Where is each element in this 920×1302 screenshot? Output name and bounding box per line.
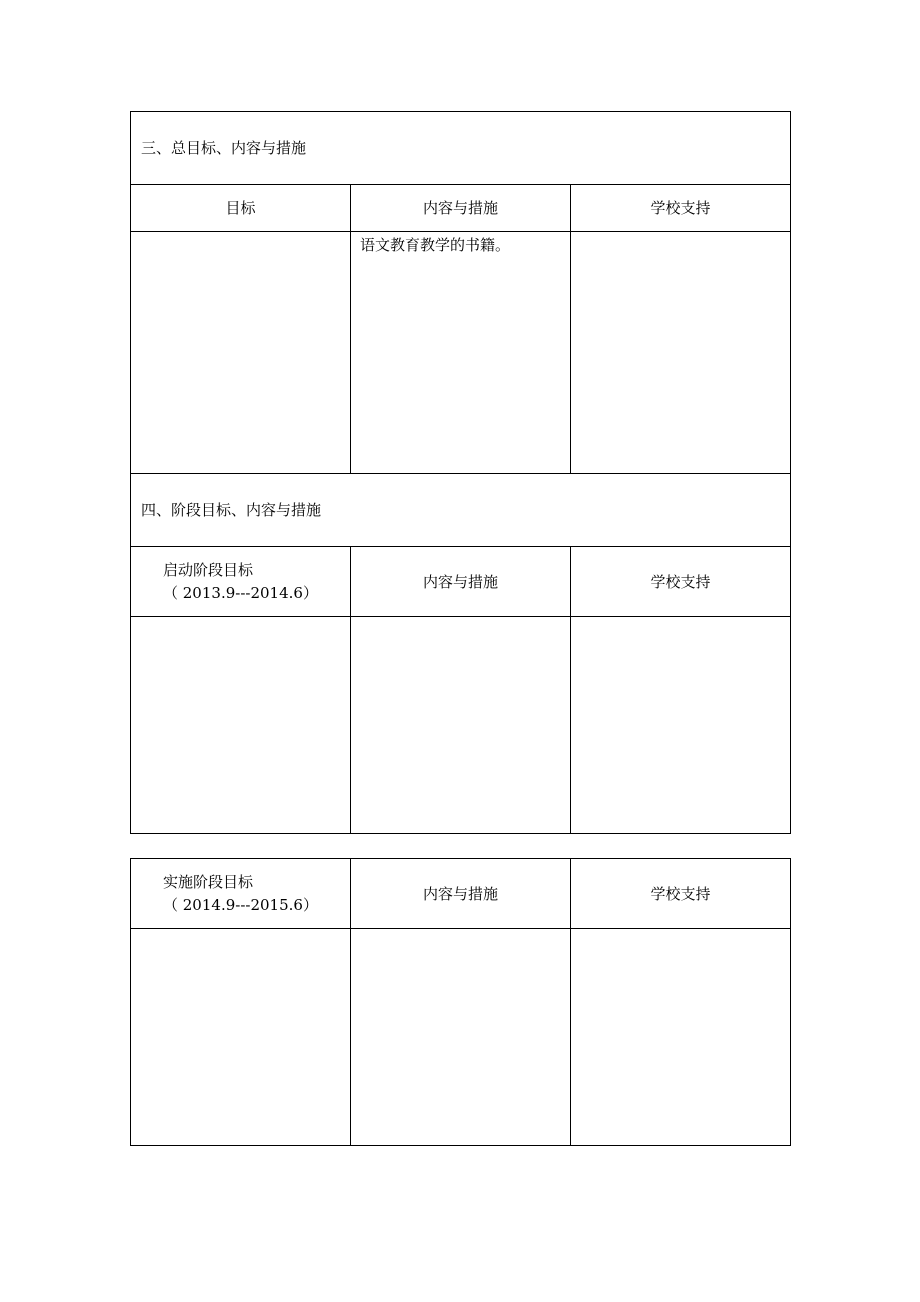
stage2-period: （ 2014.9---2015.6）: [163, 895, 318, 914]
stage2-content-cell: [351, 929, 571, 1146]
stage1-support-cell: [571, 617, 791, 834]
stage1-goal-header: [131, 547, 351, 617]
stage2-goal-header: [131, 859, 351, 929]
section3-body-row: [131, 232, 791, 474]
stage1-content-cell: [351, 617, 571, 834]
section4-title: 四、阶段目标、内容与措施: [131, 474, 791, 547]
plan-table-main: [130, 111, 791, 834]
content-measures-cell: [351, 232, 571, 474]
plan-table-stage2: [130, 858, 791, 1146]
stage1-period: （ 2013.9---2014.6）: [163, 583, 318, 602]
section3-header-row: [131, 185, 791, 232]
header-content-measures: 内容与措施: [351, 185, 571, 232]
stage2-header-support: 学校支持: [571, 859, 791, 929]
stage1-goal-label: 启动阶段目标: [163, 560, 254, 579]
stage1-header-support: 学校支持: [571, 547, 791, 617]
stage2-body-row: [131, 929, 791, 1146]
section4-title-row: [131, 474, 791, 547]
stage1-goal-cell: [131, 617, 351, 834]
stage2-support-cell: [571, 929, 791, 1146]
goal-cell: [131, 232, 351, 474]
header-school-support: 学校支持: [571, 185, 791, 232]
header-goal: 目标: [131, 185, 351, 232]
stage2-header-row: [131, 859, 791, 929]
content-measures-text: 语文教育教学的书籍。: [360, 236, 511, 254]
section3-title: 三、总目标、内容与措施: [131, 112, 791, 185]
stage2-header-content: 内容与措施: [351, 859, 571, 929]
stage2-goal-cell: [131, 929, 351, 1146]
stage1-header-content: 内容与措施: [351, 547, 571, 617]
stage1-header-row: [131, 547, 791, 617]
school-support-cell: [571, 232, 791, 474]
stage2-goal-label: 实施阶段目标: [163, 872, 254, 891]
section3-title-row: [131, 112, 791, 185]
stage1-body-row: [131, 617, 791, 834]
